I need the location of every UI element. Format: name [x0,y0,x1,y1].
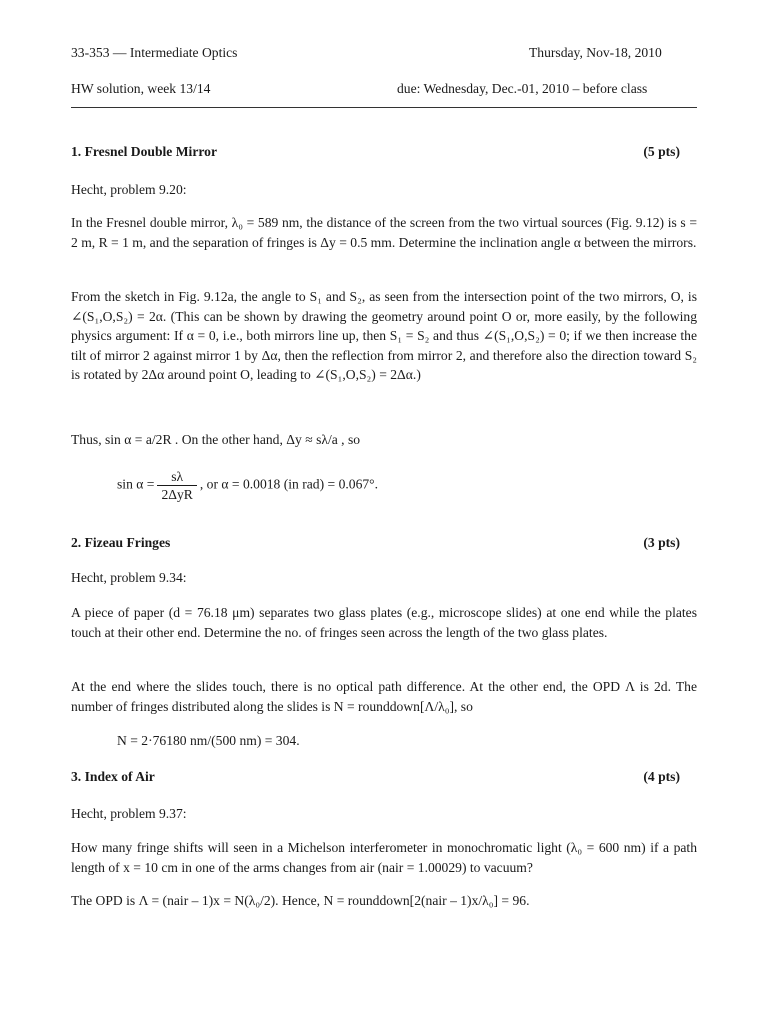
due-date: due: Wednesday, Dec.-01, 2010 – before class [397,81,648,96]
problem3-points: (4 pts) [643,769,680,784]
problem1-points: (5 pts) [643,144,680,159]
problem3-solution: The OPD is Λ = (nair – 1)x = N(λ₀/2). Hence, N = rounddown[2(nair – 1)x/λ₀] = 96. [71,893,530,908]
problem3-title: 3. Index of Air [71,769,155,784]
equation-lhs: sin α = [117,476,155,492]
problem2-equation: N = 2·76180 nm/(500 nm) = 304. [117,733,300,748]
problem2-points: (3 pts) [643,535,680,550]
header-divider [71,107,697,108]
equation-rhs: , or α = 0.0018 (in rad) = 0.067°. [199,476,379,492]
problem1-reference: Hecht, problem 9.20: [71,182,187,197]
fraction-denominator: 2ΔyR [161,487,193,502]
problem2-reference: Hecht, problem 9.34: [71,570,187,585]
problem1-heading [71,144,680,160]
problem2-heading [71,535,680,551]
document-date: Thursday, Nov-18, 2010 [529,45,662,60]
problem3-reference: Hecht, problem 9.37: [71,806,187,821]
problem2-title: 2. Fizeau Fringes [71,535,171,550]
problem3-heading [71,769,680,785]
homework-subtitle: HW solution, week 13/14 [71,81,211,96]
problem1-title: 1. Fresnel Double Mirror [71,144,217,159]
problem1-statement: In the Fresnel double mirror, λ₀ = 589 nm, the distance of the screen from the two virtual sources (Fig. 9.12) is s = 2 m, R = 1 m, and the separation of fringes is Δy = 0.5 mm. Determine the inclination angle α between the mirrors. [71,215,697,250]
problem2-solution: At the end where the slides touch, there is no optical path difference. At the other end, the OPD Λ is 2d. The number of fringes distributed along the slides is N = rounddown[Λ/λ₀], so [71,679,697,714]
fraction-numerator: sλ [157,468,196,486]
problem1-solution: From the sketch in Fig. 9.12a, the angle to S₁ and S₂, as seen from the intersection point of the two mirrors, O, is ∠(S₁,O,S₂) = 2α. (This can be shown by drawing the geometry around point O or, more easily, by the following physics argument: If α = 0, i.e., both mirrors line up, then S₁ = S₂ and thus ∠(S₁,O,S₂) = 0; if we then increase the tilt of mirror 2 against mirror 1 by Δα, then the reflection from mirror 2, and therefore also the direction toward S₂ is rotated by 2Δα around point O, leading to ∠(S₁,O,S₂) = 2Δα.) [71,289,697,382]
problem3-statement: How many fringe shifts will seen in a Michelson interferometer in monochromatic light (λ₀ = 600 nm) if a path length of x = 10 cm in one of the arms changes from air (nair = 1.00029) to vacuum? [71,840,697,875]
course-title: 33-353 — Intermediate Optics [71,45,238,60]
problem2-statement: A piece of paper (d = 76.18 μm) separates two glass plates (e.g., microscope slides) at one end while the plates touch at their other end. Determine the no. of fringes seen across the length of the two glass plates. [71,605,697,640]
equation-fraction [157,468,196,503]
problem1-thus: Thus, sin α = a/2R . On the other hand, Δy ≈ sλ/a , so [71,432,361,447]
problem1-equation [117,468,378,503]
